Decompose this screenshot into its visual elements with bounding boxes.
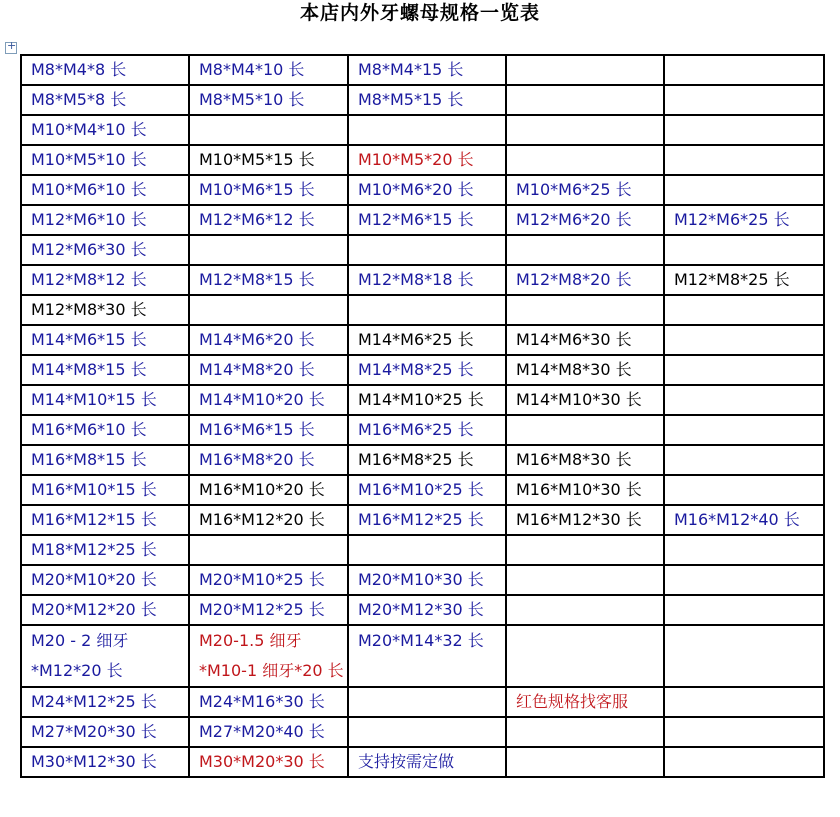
table-cell: M18*M12*25 长 bbox=[21, 535, 189, 565]
table-row bbox=[21, 565, 824, 595]
table-cell: M16*M12*30 长 bbox=[506, 505, 664, 535]
table-row bbox=[21, 717, 824, 747]
table-cell: M12*M6*25 长 bbox=[664, 205, 824, 235]
table-cell: M16*M12*15 长 bbox=[21, 505, 189, 535]
table-cell bbox=[189, 235, 348, 265]
table-cell: M20-1.5 细牙 *M10-1 细牙*20 长 bbox=[189, 625, 348, 687]
table-cell: M12*M6*20 长 bbox=[506, 205, 664, 235]
table-cell: M14*M6*15 长 bbox=[21, 325, 189, 355]
table-cell: M12*M8*12 长 bbox=[21, 265, 189, 295]
table-row bbox=[21, 475, 824, 505]
table-cell bbox=[664, 235, 824, 265]
table-cell: M8*M5*8 长 bbox=[21, 85, 189, 115]
page-title: 本店内外牙螺母规格一览表 bbox=[299, 2, 540, 24]
table-cell: M14*M6*20 长 bbox=[189, 325, 348, 355]
table-cell bbox=[348, 295, 506, 325]
table-row bbox=[21, 535, 824, 565]
table-cell bbox=[664, 415, 824, 445]
table-cell: M16*M10*30 长 bbox=[506, 475, 664, 505]
table-cell: M30*M12*30 长 bbox=[21, 747, 189, 777]
table-cell: M20*M10*25 长 bbox=[189, 565, 348, 595]
table-cell: M16*M10*15 长 bbox=[21, 475, 189, 505]
table-cell: M14*M10*30 长 bbox=[506, 385, 664, 415]
table-cell: M12*M6*12 长 bbox=[189, 205, 348, 235]
table-cell bbox=[664, 295, 824, 325]
table-cell: M12*M6*30 长 bbox=[21, 235, 189, 265]
table-cell: M8*M4*8 长 bbox=[21, 55, 189, 85]
table-cell bbox=[348, 687, 506, 717]
table-cell: M16*M8*20 长 bbox=[189, 445, 348, 475]
table-cell bbox=[506, 235, 664, 265]
table-cell: M8*M4*15 长 bbox=[348, 55, 506, 85]
table-cell: M20 - 2 细牙 *M12*20 长 bbox=[21, 625, 189, 687]
table-cell: M30*M20*30 长 bbox=[189, 747, 348, 777]
table-cell: M8*M5*10 长 bbox=[189, 85, 348, 115]
table-cell bbox=[664, 175, 824, 205]
table-cell: M8*M5*15 长 bbox=[348, 85, 506, 115]
table-cell: M16*M8*15 长 bbox=[21, 445, 189, 475]
table-cell: M16*M10*25 长 bbox=[348, 475, 506, 505]
table-cell: M12*M8*18 长 bbox=[348, 265, 506, 295]
table-row bbox=[21, 687, 824, 717]
table-row bbox=[21, 205, 824, 235]
table-cell: M27*M20*40 长 bbox=[189, 717, 348, 747]
table-cell: M10*M6*10 长 bbox=[21, 175, 189, 205]
table-cell: M16*M6*25 长 bbox=[348, 415, 506, 445]
table-row bbox=[21, 625, 824, 687]
spec-table-body bbox=[21, 55, 824, 777]
table-cell bbox=[664, 355, 824, 385]
table-cell bbox=[664, 145, 824, 175]
table-cell bbox=[189, 295, 348, 325]
table-cell: M8*M4*10 长 bbox=[189, 55, 348, 85]
table-cell: M14*M10*25 长 bbox=[348, 385, 506, 415]
table-cell: M14*M8*30 长 bbox=[506, 355, 664, 385]
table-cell bbox=[664, 85, 824, 115]
table-move-handle-icon[interactable] bbox=[5, 42, 17, 54]
table-cell bbox=[506, 747, 664, 777]
table-cell: M20*M14*32 长 bbox=[348, 625, 506, 687]
table-cell: M24*M12*25 长 bbox=[21, 687, 189, 717]
table-cell: M16*M12*25 长 bbox=[348, 505, 506, 535]
table-row bbox=[21, 747, 824, 777]
table-row bbox=[21, 595, 824, 625]
table-cell: M20*M12*30 长 bbox=[348, 595, 506, 625]
table-cell: M12*M6*15 长 bbox=[348, 205, 506, 235]
table-row bbox=[21, 415, 824, 445]
table-cell bbox=[506, 595, 664, 625]
table-cell: M10*M5*20 长 bbox=[348, 145, 506, 175]
table-cell bbox=[664, 325, 824, 355]
table-cell bbox=[348, 235, 506, 265]
table-cell: M12*M8*20 长 bbox=[506, 265, 664, 295]
table-cell bbox=[664, 687, 824, 717]
table-cell: M16*M6*10 长 bbox=[21, 415, 189, 445]
table-cell bbox=[664, 115, 824, 145]
table-cell: M20*M12*25 长 bbox=[189, 595, 348, 625]
table-cell: M16*M12*20 长 bbox=[189, 505, 348, 535]
table-cell: M14*M6*30 长 bbox=[506, 325, 664, 355]
table-cell bbox=[506, 115, 664, 145]
table-cell: M14*M10*15 长 bbox=[21, 385, 189, 415]
table-cell: M20*M10*30 长 bbox=[348, 565, 506, 595]
table-cell bbox=[506, 55, 664, 85]
table-cell: M12*M8*30 长 bbox=[21, 295, 189, 325]
spec-table bbox=[20, 54, 825, 778]
table-cell bbox=[664, 747, 824, 777]
table-cell: M14*M8*25 长 bbox=[348, 355, 506, 385]
table-cell bbox=[664, 625, 824, 687]
table-cell: M16*M10*20 长 bbox=[189, 475, 348, 505]
table-cell: M16*M6*15 长 bbox=[189, 415, 348, 445]
table-cell bbox=[348, 115, 506, 145]
table-row bbox=[21, 145, 824, 175]
table-row bbox=[21, 445, 824, 475]
table-cell bbox=[664, 475, 824, 505]
table-cell bbox=[506, 625, 664, 687]
table-cell: M14*M8*20 长 bbox=[189, 355, 348, 385]
table-cell: M10*M5*15 长 bbox=[189, 145, 348, 175]
table-cell: M16*M8*30 长 bbox=[506, 445, 664, 475]
table-cell bbox=[506, 565, 664, 595]
table-row bbox=[21, 115, 824, 145]
table-cell bbox=[506, 295, 664, 325]
table-cell: M10*M4*10 长 bbox=[21, 115, 189, 145]
table-cell bbox=[664, 565, 824, 595]
table-row bbox=[21, 265, 824, 295]
table-cell: 红色规格找客服 bbox=[506, 687, 664, 717]
table-row bbox=[21, 85, 824, 115]
table-cell: M12*M8*25 长 bbox=[664, 265, 824, 295]
table-cell: M10*M5*10 长 bbox=[21, 145, 189, 175]
table-cell: M14*M6*25 长 bbox=[348, 325, 506, 355]
table-cell: M16*M12*40 长 bbox=[664, 505, 824, 535]
table-row bbox=[21, 295, 824, 325]
table-row bbox=[21, 235, 824, 265]
table-cell: M12*M8*15 长 bbox=[189, 265, 348, 295]
table-row bbox=[21, 175, 824, 205]
table-cell bbox=[506, 717, 664, 747]
table-cell bbox=[664, 595, 824, 625]
table-cell: M24*M16*30 长 bbox=[189, 687, 348, 717]
table-cell bbox=[664, 535, 824, 565]
table-cell: M10*M6*15 长 bbox=[189, 175, 348, 205]
table-cell bbox=[664, 717, 824, 747]
table-cell: M20*M10*20 长 bbox=[21, 565, 189, 595]
table-cell: M14*M8*15 长 bbox=[21, 355, 189, 385]
table-cell bbox=[189, 115, 348, 145]
table-cell: M12*M6*10 长 bbox=[21, 205, 189, 235]
table-cell bbox=[348, 535, 506, 565]
table-cell bbox=[664, 55, 824, 85]
table-cell: 支持按需定做 bbox=[348, 747, 506, 777]
table-cell bbox=[348, 717, 506, 747]
table-cell bbox=[506, 145, 664, 175]
table-cell bbox=[506, 535, 664, 565]
table-cell: M16*M8*25 长 bbox=[348, 445, 506, 475]
table-row bbox=[21, 505, 824, 535]
table-cell: M10*M6*20 长 bbox=[348, 175, 506, 205]
table-cell: M27*M20*30 长 bbox=[21, 717, 189, 747]
table-cell: M20*M12*20 长 bbox=[21, 595, 189, 625]
table-row bbox=[21, 355, 824, 385]
table-row bbox=[21, 55, 824, 85]
table-row bbox=[21, 385, 824, 415]
table-cell bbox=[189, 535, 348, 565]
table-cell bbox=[506, 85, 664, 115]
table-cell bbox=[664, 445, 824, 475]
table-cell: M14*M10*20 长 bbox=[189, 385, 348, 415]
table-cell: M10*M6*25 长 bbox=[506, 175, 664, 205]
table-row bbox=[21, 325, 824, 355]
table-cell bbox=[506, 415, 664, 445]
table-cell bbox=[664, 385, 824, 415]
